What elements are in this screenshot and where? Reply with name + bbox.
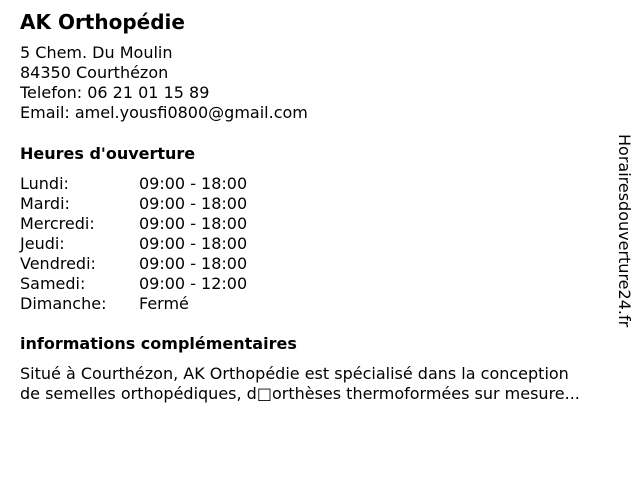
day-label: Jeudi: xyxy=(20,234,65,253)
day-label: Samedi: xyxy=(20,274,86,293)
business-description xyxy=(20,364,620,404)
day-label: Dimanche: xyxy=(20,294,107,313)
day-label: Lundi: xyxy=(20,174,69,193)
time-value: 09:00 - 18:00 xyxy=(139,174,248,193)
watermark-text: Horairesdouverture24.fr xyxy=(615,134,634,328)
day-label: Mardi: xyxy=(20,194,70,213)
business-name: AK Orthopédie xyxy=(20,10,185,34)
time-value: 09:00 - 12:00 xyxy=(139,274,248,293)
day-label: Vendredi: xyxy=(20,254,96,273)
description-line: de semelles orthopédiques, d□orthèses thermoformées sur mesure... xyxy=(20,384,580,403)
street-address: 5 Chem. Du Moulin xyxy=(20,43,173,62)
time-value: 09:00 - 18:00 xyxy=(139,214,248,233)
info-heading: informations complémentaires xyxy=(20,334,297,353)
phone-number: Telefon: 06 21 01 15 89 xyxy=(20,83,210,102)
hours-heading: Heures d'ouverture xyxy=(20,144,196,163)
description-line: Situé à Courthézon, AK Orthopédie est spécialisé dans la conception xyxy=(20,364,569,383)
email-address: Email: amel.yousfi0800@gmail.com xyxy=(20,103,308,122)
city-postal: 84350 Courthézon xyxy=(20,63,169,82)
business-contact xyxy=(20,43,308,123)
time-value: 09:00 - 18:00 xyxy=(139,234,248,253)
site-watermark xyxy=(612,134,636,344)
day-label: Mercredi: xyxy=(20,214,95,233)
time-value: 09:00 - 18:00 xyxy=(139,254,248,273)
time-value: Fermé xyxy=(139,294,189,313)
time-value: 09:00 - 18:00 xyxy=(139,194,248,213)
